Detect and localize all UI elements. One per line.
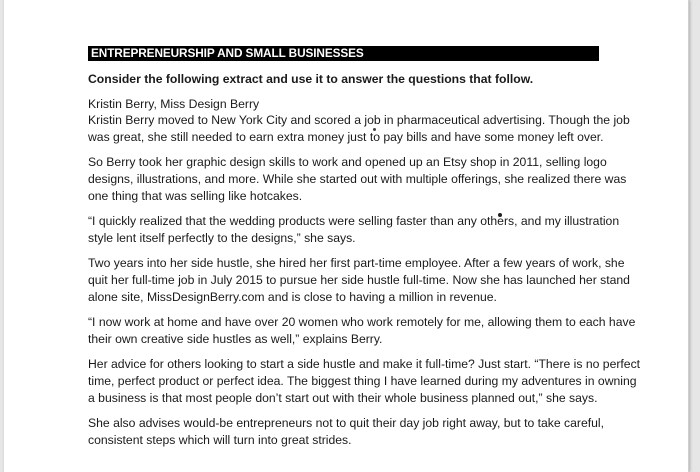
paragraph-line: style lent itself perfectly to the designs,” she says.: [88, 230, 356, 245]
byline: Kristin Berry, Miss Design Berry: [88, 96, 260, 111]
paragraph: [88, 415, 606, 448]
paragraph-line: She also advises would-be entrepreneurs not to quit their day job right away, but to take careful,: [88, 416, 605, 431]
instructions-text: Consider the following extract and use it to answer the questions that follow.: [88, 72, 534, 86]
paragraph: [88, 213, 620, 246]
paragraph-line: “I now work at home and have over 20 women who work remotely for me, allowing them to each have: [88, 315, 636, 330]
paragraph-line: one thing that was selling like hotcakes.: [88, 188, 303, 203]
document-content: [88, 46, 641, 457]
paragraph-line: designs, illustrations, and more. While she started out with multiple offerings, she realized there was: [88, 171, 627, 186]
paragraph-line: quit her full-time job in July 2015 to pursue her side hustle full-time. Now she has launched her stand: [88, 272, 630, 287]
paragraph-line: time, perfect product or perfect idea. The biggest thing I have learned during my adventures in owning: [88, 373, 637, 388]
paragraph-line: alone site, MissDesignBerry.com and is close to having a million in revenue.: [88, 289, 497, 304]
paragraph-line: So Berry took her graphic design skills to work and opened up an Etsy shop in 2011, selling logo: [88, 155, 607, 170]
paragraph-line: Two years into her side hustle, she hired her first part-time employee. After a few years of work, she: [88, 256, 625, 271]
paragraph: [88, 112, 630, 145]
section-heading: ENTREPRENEURSHIP AND SMALL BUSINESSES: [88, 46, 599, 61]
paragraph-line: a business is that most people don’t start out with their whole business planned out,” she says.: [88, 390, 598, 405]
paragraph-line: “I quickly realized that the wedding products were selling faster than any others, and my illustration: [88, 214, 620, 229]
paragraph-line: Her advice for others looking to start a side hustle and make it full-time? Just start. “There is no perfect: [88, 357, 641, 372]
paragraph: [88, 314, 636, 347]
document-page: [4, 0, 689, 472]
paragraph: [88, 255, 630, 305]
paragraph-line: Kristin Berry moved to New York City and scored a job in pharmaceutical advertising. Though the job: [88, 113, 630, 128]
paragraph-line: consistent steps which will turn into great strides.: [88, 432, 352, 447]
paragraph-line: their own creative side hustles as well,” explains Berry.: [88, 331, 383, 346]
paragraph: [88, 356, 641, 406]
paragraph-line: was great, she still needed to earn extra money just to pay bills and have some money left over.: [88, 129, 604, 144]
paragraph: [88, 154, 627, 204]
